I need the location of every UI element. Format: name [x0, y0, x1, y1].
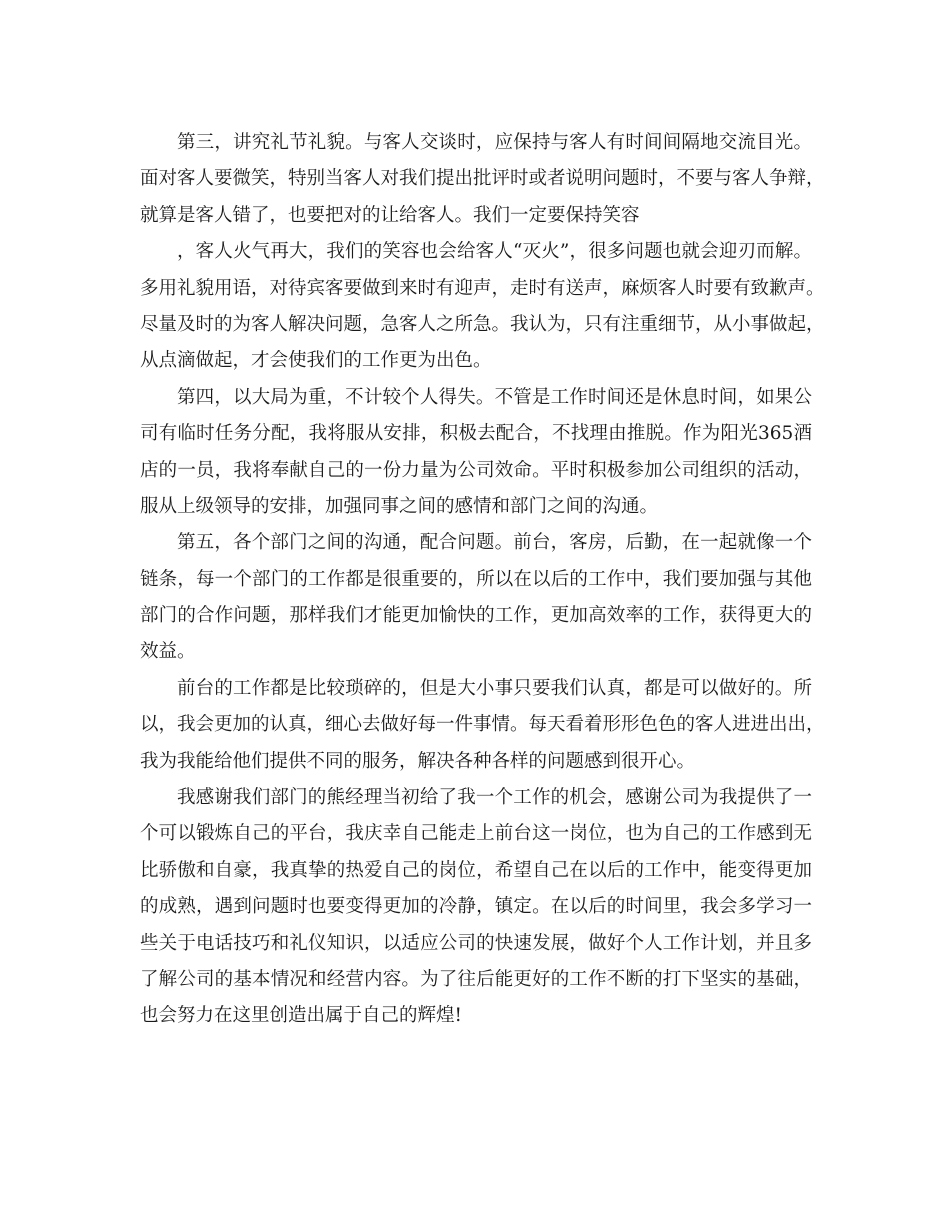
text-line: 了解公司的基本情况和经营内容。为了往后能更好的工作不断的打下坚实的基础，: [140, 968, 812, 990]
paragraph: [140, 525, 812, 671]
document-body: [140, 125, 825, 1035]
text-line: 效益。: [140, 641, 196, 663]
paragraph: [140, 671, 825, 780]
text-line: 我感谢我们部门的熊经理当初给了我一个工作的机会，感谢公司为我提供了一: [177, 787, 812, 809]
text-line: 司有临时任务分配，我将服从安排，积极去配合，不找理由推脱。作为阳光365酒: [140, 423, 812, 445]
paragraph: [140, 125, 825, 234]
paragraph: [140, 234, 825, 380]
text-line: 第五，各个部门之间的沟通，配合问题。前台，客房，后勤，在一起就像一个: [177, 532, 812, 554]
text-line: 第四，以大局为重，不计较个人得失。不管是工作时间还是休息时间，如果公: [177, 386, 812, 408]
text-line: 从点滴做起，才会使我们的工作更为出色。: [140, 350, 492, 372]
text-line: 个可以锻炼自己的平台，我庆幸自己能走上前台这一岗位，也为自己的工作感到无: [140, 823, 812, 845]
text-line: 店的一员，我将奉献自己的一份力量为公司效命。平时积极参加公司组织的活动，: [140, 459, 812, 481]
text-line: 链条，每一个部门的工作都是很重要的，所以在以后的工作中，我们要加强与其他: [140, 568, 812, 590]
text-line: 尽量及时的为客人解决问题，急客人之所急。我认为，只有注重细节，从小事做起，: [140, 313, 825, 335]
text-line: 我为我能给他们提供不同的服务，解决各种各样的问题感到很开心。: [140, 750, 696, 772]
text-line: 服从上级领导的安排，加强同事之间的感情和部门之间的沟通。: [140, 495, 659, 517]
text-line: ，客人火气再大，我们的笑容也会给客人“灭火”，很多问题也就会迎刃而解。: [177, 241, 812, 263]
paragraph: [140, 780, 812, 1035]
text-line: 的成熟，遇到问题时也要变得更加的冷静，镇定。在以后的时间里，我会多学习一: [140, 896, 812, 918]
text-line: 比骄傲和自豪，我真挚的热爱自己的岗位，希望自己在以后的工作中，能变得更加: [140, 859, 812, 881]
paragraph: [140, 380, 812, 526]
text-line: 以，我会更加的认真，细心去做好每一件事情。每天看着形形色色的客人进进出出，: [140, 714, 825, 736]
text-line: 第三，讲究礼节礼貌。与客人交谈时，应保持与客人有时间间隔地交流目光。: [177, 132, 812, 153]
text-line: 面对客人要微笑，特别当客人对我们提出批评时或者说明问题时，不要与客人争辩，: [140, 168, 825, 190]
text-line: 些关于电话技巧和礼仪知识，以适应公司的快速发展，做好个人工作计划，并且多: [140, 932, 812, 954]
text-line: 前台的工作都是比较琐碎的，但是大小事只要我们认真，都是可以做好的。所: [177, 677, 812, 699]
text-line: 就算是客人错了，也要把对的让给客人。我们一定要保持笑容: [140, 204, 640, 226]
text-line: 部门的合作问题，那样我们才能更加愉快的工作，更加高效率的工作，获得更大的: [140, 605, 812, 627]
text-line: 多用礼貌用语，对待宾客要做到来时有迎声，走时有送声，麻烦客人时要有致歉声。: [140, 277, 825, 299]
text-line: 也会努力在这里创造出属于自己的辉煌!: [140, 1005, 462, 1027]
